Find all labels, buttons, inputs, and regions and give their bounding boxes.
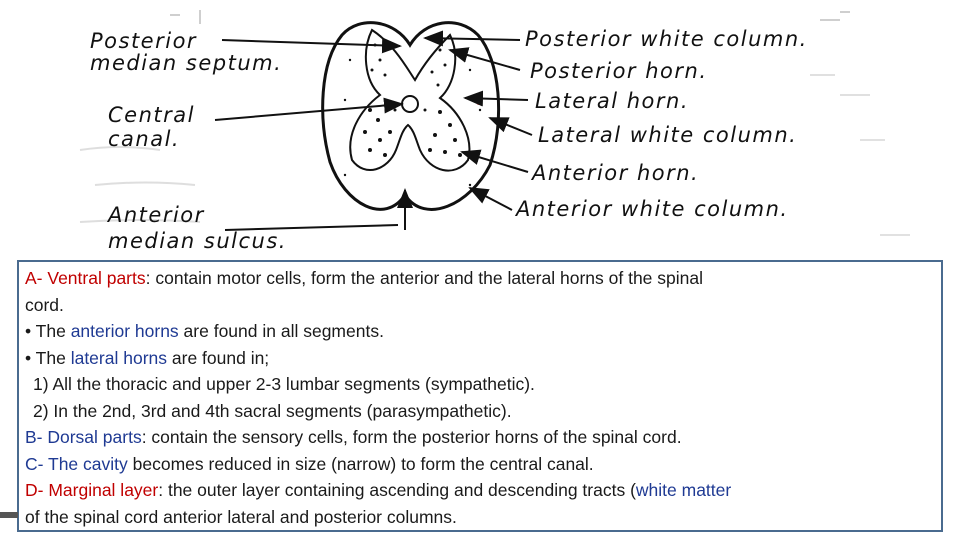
line-d-cont	[25, 504, 935, 531]
label-lateral-white-column: Lateral white column.	[538, 123, 798, 147]
d-highlight: white matter	[635, 480, 732, 500]
bullet-1-highlight: anterior horns	[70, 321, 179, 341]
label-anterior-white-column: Anterior white column.	[516, 197, 789, 221]
line-numbered-1	[25, 371, 935, 398]
line-bullet-2	[25, 345, 935, 372]
a-text-cont: cord.	[25, 294, 64, 315]
numbered-1-num: 1)	[33, 374, 49, 394]
label-lateral-horn: Lateral horn.	[535, 89, 690, 113]
notes-text-box	[17, 260, 943, 532]
line-a	[25, 265, 935, 292]
numbered-2-num: 2)	[33, 400, 49, 421]
a-heading: A- Ventral parts	[25, 268, 146, 288]
label-anterior-horn: Anterior horn.	[532, 161, 700, 185]
label-central-canal-2: canal.	[108, 127, 181, 151]
c-text: becomes reduced in size (narrow) to form the central canal.	[127, 453, 594, 474]
label-posterior-horn: Posterior horn.	[530, 59, 708, 83]
bullet-2-post: are found in;	[167, 347, 270, 368]
label-posterior-white-column: Posterior white column.	[525, 27, 808, 51]
d-text-cont: of the spinal cord anterior lateral and posterior columns.	[25, 506, 457, 527]
d-heading: D- Marginal layer	[25, 480, 159, 500]
spinal-cord-outline	[323, 23, 499, 222]
a-text: : contain motor cells, form the anterior and the lateral horns of the spinal	[145, 268, 704, 288]
label-posterior-median-septum-1: Posterior	[90, 29, 198, 53]
label-anterior-median-sulcus-2: median sulcus.	[108, 229, 287, 253]
numbered-2-text: In the 2nd, 3rd and 4th sacral segments (parasympathetic).	[48, 400, 512, 421]
d-text: : the outer layer containing ascending and descending tracts (	[158, 480, 636, 500]
central-canal-circle	[402, 96, 418, 112]
c-heading: C- The cavity	[25, 453, 128, 474]
slide-edge-bar	[0, 512, 18, 518]
line-bullet-1	[25, 318, 935, 345]
line-b	[25, 424, 935, 451]
b-heading: B- Dorsal parts	[25, 427, 142, 447]
label-central-canal-1: Central	[108, 103, 195, 127]
bullet-1-pre: • The	[25, 321, 71, 341]
bullet-2-highlight: lateral horns	[70, 347, 168, 368]
line-c	[25, 451, 935, 478]
label-anterior-median-sulcus-1: Anterior	[108, 203, 205, 227]
bullet-1-post: are found in all segments.	[178, 321, 384, 341]
b-text: : contain the sensory cells, form the posterior horns of the spinal cord.	[141, 427, 682, 447]
line-d	[25, 477, 935, 504]
numbered-1-text: All the thoracic and upper 2-3 lumbar segments (sympathetic).	[48, 374, 535, 394]
label-posterior-median-septum-2: median septum.	[90, 51, 283, 75]
line-numbered-2	[25, 398, 935, 425]
line-a-cont	[25, 292, 935, 319]
bullet-2-pre: • The	[25, 347, 71, 368]
